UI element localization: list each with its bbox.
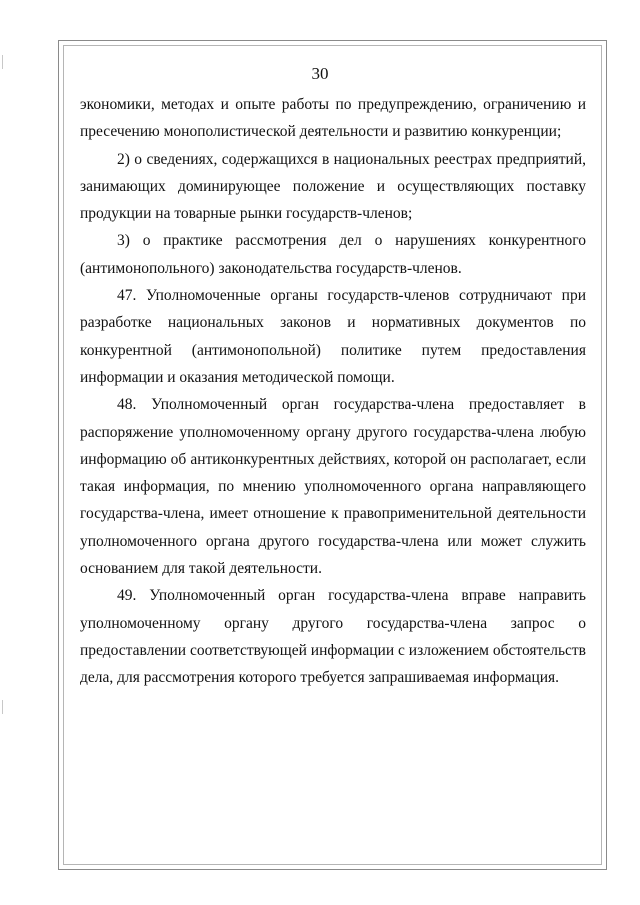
paragraph-continuation: экономики, методах и опыте работы по предупреждению, ограничению и пресечению монополистической деятельности и развитию конкуренции; [80, 96, 586, 141]
paragraph-item-2: 2) о сведениях, содержащихся в национальных реестрах предприятий, занимающих доминирующее положение и осуществляющих поставку продукции на товарные рынки государств-членов; [80, 150, 586, 223]
page-number: 30 [311, 64, 329, 83]
paragraph-47: 47. Уполномоченные органы государств-членов сотрудничают при разработке национальных законов и нормативных документов по конкурентной (антимонопольной) политике путем предоставления информации и оказания методической помощи. [80, 287, 586, 386]
scan-edge-mark [2, 700, 3, 714]
paragraph-49: 49. Уполномоченный орган государства-члена вправе направить уполномоченному органу другого государства-члена запрос о предоставлении соответствующей информации с изложением обстоятельств дела, для рассмотрения которого требуется запрашиваемая информация. [80, 587, 586, 687]
document-body [80, 91, 586, 692]
paragraph-48: 48. Уполномоченный орган государства-члена предоставляет в распоряжение уполномоченному органу другого государства-члена любую информацию об антиконкурентных действиях, которой он располагает, если такая информация, по мнению уполномоченного органа направляющего государства-члена, имеет отношение к правоприменительной деятельности уполномоченного органа другого государства-члена или может служить основанием для такой деятельности. [80, 396, 586, 578]
paragraph-item-3: 3) о практике рассмотрения дел о нарушениях конкурентного (антимонопольного) законодательства государств-членов. [80, 232, 586, 277]
